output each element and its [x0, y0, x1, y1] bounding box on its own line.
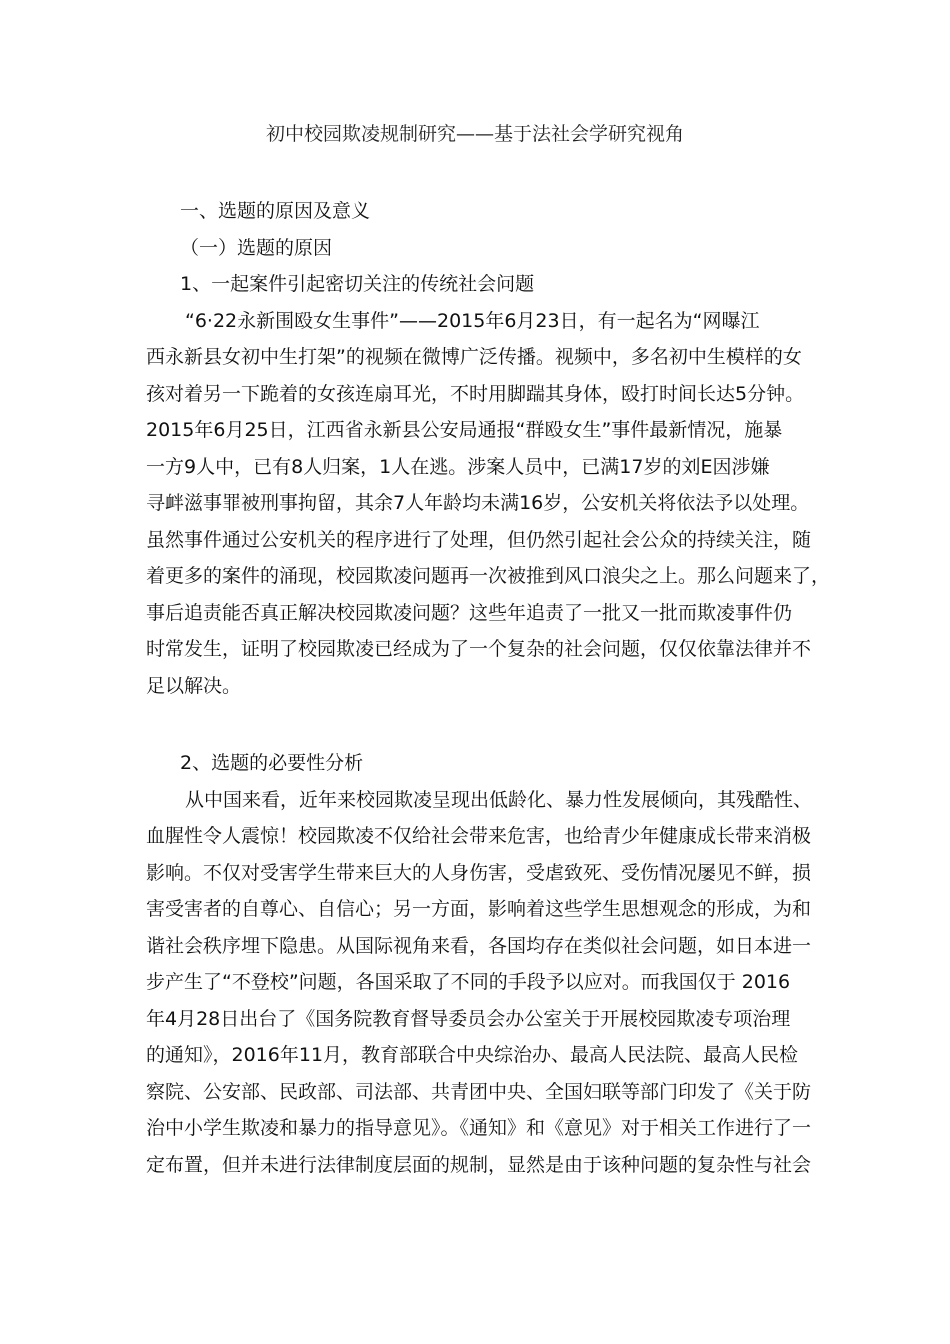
paragraph-line: 着更多的案件的涌现，校园欺凌问题再一次被推到风口浪尖之上。那么问题来了，: [146, 565, 831, 587]
paragraph-line: 年4月28日出台了《国务院教育督导委员会办公室关于开展校园欺凌专项治理: [146, 1008, 791, 1030]
paragraph-line: 察院、公安部、民政部、司法部、共青团中央、全国妇联等部门印发了《关于防: [146, 1081, 812, 1103]
paragraph-line: 一方9人中，已有8人归案，1人在逃。涉案人员中，已满17岁的刘E因涉嫌: [146, 456, 770, 478]
paragraph-line: 血腥性令人震惊！校园欺凌不仅给社会带来危害，也给青少年健康成长带来消极: [146, 825, 812, 847]
paragraph-line: 影响。不仅对受害学生带来巨大的人身伤害，受虐致死、受伤情况屡见不鲜，损: [146, 862, 812, 884]
paragraph-line: “6·22永新围殴女生事件”——2015年6月23日，有一起名为“网曝江: [185, 310, 760, 332]
paragraph-line: 的通知》，2016年11月，教育部联合中央综治办、最高人民法院、最高人民检: [146, 1044, 799, 1066]
paragraph-line: 步产生了“不登校”问题，各国采取了不同的手段予以应对。而我国仅于 2016: [146, 971, 791, 993]
paragraph-line: 孩对着另一下跪着的女孩连扇耳光，不时用脚踹其身体，殴打时间长达5分钟。: [146, 383, 805, 405]
paragraph-line: 足以解决。: [146, 675, 242, 697]
paragraph-line: 定布置，但并未进行法律制度层面的规制，显然是由于该种问题的复杂性与社会: [146, 1154, 812, 1176]
subsubsection-heading: 1、一起案件引起密切关注的传统社会问题: [180, 273, 535, 295]
paragraph-line: 从中国来看，近年来校园欺凌呈现出低龄化、暴力性发展倾向，其残酷性、: [185, 789, 813, 811]
paragraph-line: 虽然事件通过公安机关的程序进行了处理，但仍然引起社会公众的持续关注，随: [146, 529, 812, 551]
paragraph-line: 西永新县女初中生打架”的视频在微博广泛传播。视频中，多名初中生模样的女: [146, 346, 802, 368]
document-title: 初中校园欺凌规制研究——基于法社会学研究视角: [265, 123, 684, 145]
paragraph-line: 2015年6月25日，江西省永新县公安局通报“群殴女生”事件最新情况，施暴: [146, 419, 783, 441]
paragraph-line: 事后追责能否真正解决校园欺凌问题？这些年追责了一批又一批而欺凌事件仍: [146, 602, 793, 624]
subsection-heading: （一）选题的原因: [180, 237, 333, 259]
section-heading: 一、选题的原因及意义: [180, 200, 371, 222]
paragraph-line: 时常发生，证明了校园欺凌已经成为了一个复杂的社会问题，仅仅依靠法律并不: [146, 638, 812, 660]
paragraph-line: 谐社会秩序埋下隐患。从国际视角来看，各国均存在类似社会问题，如日本进一: [146, 935, 812, 957]
paragraph-line: 寻衅滋事罪被刑事拘留，其余7人年龄均未满16岁，公安机关将依法予以处理。: [146, 492, 810, 514]
paragraph-line: 害受害者的自尊心、自信心；另一方面，影响着这些学生思想观念的形成，为和: [146, 898, 812, 920]
paragraph-line: 治中小学生欺凌和暴力的指导意见》。《通知》和《意见》对于相关工作进行了一: [146, 1117, 812, 1139]
subsubsection-heading: 2、选题的必要性分析: [180, 752, 364, 774]
